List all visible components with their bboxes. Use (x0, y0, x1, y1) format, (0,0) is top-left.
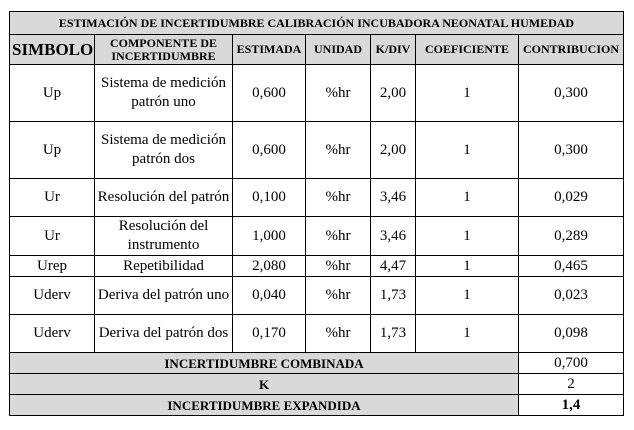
k-value: 2 (519, 374, 624, 395)
cell-contribucion: 0,289 (519, 217, 624, 256)
cell-contribucion: 0,098 (519, 315, 624, 353)
cell-kdiv: 2,00 (371, 65, 416, 122)
summary-row-k (10, 374, 624, 395)
cell-estimada: 0,600 (233, 122, 306, 179)
expandida-value: 1,4 (519, 395, 624, 416)
cell-simbolo: Ur (10, 179, 95, 217)
uncertainty-table-container (9, 11, 624, 416)
cell-unidad: %hr (306, 65, 371, 122)
table-row (10, 277, 624, 315)
cell-simbolo: Ur (10, 217, 95, 256)
cell-componente: Deriva del patrón uno (95, 277, 233, 315)
cell-coeficiente: 1 (416, 179, 519, 217)
table-title-row (10, 12, 624, 35)
header-kdiv: K/DIV (371, 35, 416, 65)
cell-unidad: %hr (306, 256, 371, 277)
table-title: ESTIMACIÓN DE INCERTIDUMBRE CALIBRACIÓN INCUBADORA NEONATAL HUMEDAD (10, 12, 624, 35)
table-row (10, 217, 624, 256)
summary-row-combinada (10, 353, 624, 374)
cell-coeficiente: 1 (416, 277, 519, 315)
cell-kdiv: 1,73 (371, 315, 416, 353)
combinada-label: INCERTIDUMBRE COMBINADA (10, 353, 519, 374)
cell-componente: Resolución del instrumento (95, 217, 233, 256)
cell-estimada: 1,000 (233, 217, 306, 256)
k-label: K (10, 374, 519, 395)
cell-estimada: 0,040 (233, 277, 306, 315)
table-row (10, 122, 624, 179)
table-row (10, 65, 624, 122)
cell-contribucion: 0,029 (519, 179, 624, 217)
cell-contribucion: 0,300 (519, 65, 624, 122)
cell-unidad: %hr (306, 122, 371, 179)
expandida-label: INCERTIDUMBRE EXPANDIDA (10, 395, 519, 416)
table-row (10, 179, 624, 217)
summary-row-expandida (10, 395, 624, 416)
cell-unidad: %hr (306, 217, 371, 256)
cell-kdiv: 3,46 (371, 179, 416, 217)
header-contribucion: CONTRIBUCION (519, 35, 624, 65)
cell-coeficiente: 1 (416, 122, 519, 179)
cell-simbolo: Up (10, 122, 95, 179)
cell-estimada: 0,170 (233, 315, 306, 353)
cell-kdiv: 2,00 (371, 122, 416, 179)
header-unidad: UNIDAD (306, 35, 371, 65)
cell-componente: Sistema de medición patrón uno (95, 65, 233, 122)
cell-simbolo: Uderv (10, 315, 95, 353)
header-simbolo: SIMBOLO (10, 35, 95, 65)
cell-componente: Repetibilidad (95, 256, 233, 277)
cell-contribucion: 0,300 (519, 122, 624, 179)
header-coeficiente: COEFICIENTE (416, 35, 519, 65)
cell-estimada: 0,600 (233, 65, 306, 122)
header-row (10, 35, 624, 65)
cell-coeficiente: 1 (416, 315, 519, 353)
cell-contribucion: 0,023 (519, 277, 624, 315)
cell-estimada: 2,080 (233, 256, 306, 277)
cell-contribucion: 0,465 (519, 256, 624, 277)
combinada-value: 0,700 (519, 353, 624, 374)
cell-unidad: %hr (306, 277, 371, 315)
cell-unidad: %hr (306, 179, 371, 217)
cell-coeficiente: 1 (416, 65, 519, 122)
uncertainty-table (9, 11, 624, 416)
cell-componente: Sistema de medición patrón dos (95, 122, 233, 179)
table-row (10, 256, 624, 277)
cell-componente: Deriva del patrón dos (95, 315, 233, 353)
header-estimada: ESTIMADA (233, 35, 306, 65)
cell-unidad: %hr (306, 315, 371, 353)
cell-simbolo: Urep (10, 256, 95, 277)
cell-kdiv: 3,46 (371, 217, 416, 256)
cell-simbolo: Up (10, 65, 95, 122)
cell-kdiv: 4,47 (371, 256, 416, 277)
cell-estimada: 0,100 (233, 179, 306, 217)
table-row (10, 315, 624, 353)
cell-coeficiente: 1 (416, 217, 519, 256)
cell-coeficiente: 1 (416, 256, 519, 277)
cell-componente: Resolución del patrón (95, 179, 233, 217)
cell-simbolo: Uderv (10, 277, 95, 315)
header-componente: COMPONENTE DE INCERTIDUMBRE (95, 35, 233, 65)
cell-kdiv: 1,73 (371, 277, 416, 315)
